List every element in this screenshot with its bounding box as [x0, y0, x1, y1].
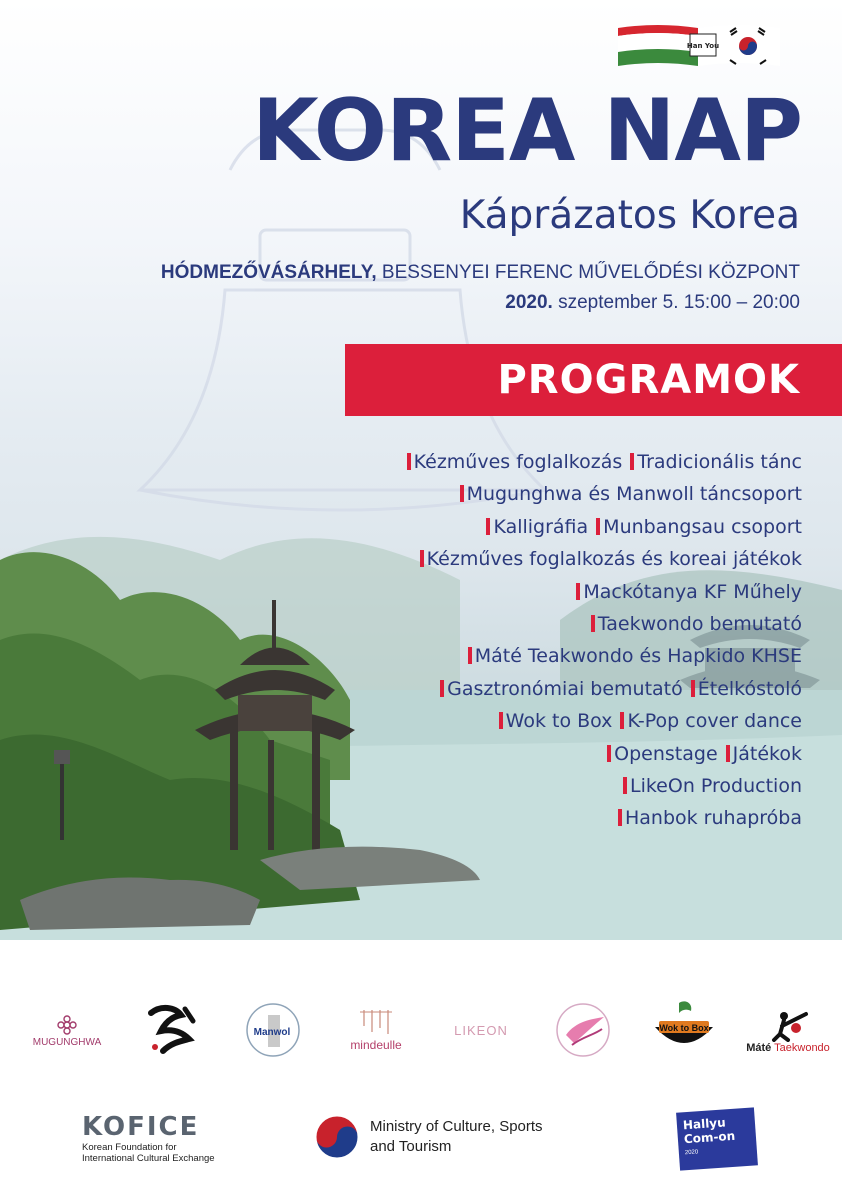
mindeulle-logo: mindeulle: [336, 995, 416, 1065]
program-item: Ételkóstoló: [691, 673, 802, 705]
wok-to-box-logo: [648, 995, 720, 1065]
svg-text:Han You: Han You: [686, 42, 720, 50]
program-row: [399, 608, 802, 640]
program-row: [399, 640, 802, 672]
manwol-logo: [238, 995, 308, 1065]
program-item: Kézműves foglalkozás: [407, 446, 623, 478]
program-item: Máté Teakwondo és Hapkido KHSE: [468, 640, 802, 672]
kofice-logo: KOFICE Korean Foundation for International Cultural Exchange: [82, 1112, 215, 1164]
page-title: KOREA NAP: [252, 81, 802, 181]
venue-line: [161, 262, 800, 284]
ministry-logo: [314, 1114, 543, 1160]
kpop-dance-logo: [548, 995, 618, 1065]
program-item: Tradicionális tánc: [630, 446, 802, 478]
sponsor-logos: [0, 1100, 842, 1180]
page-subtitle: Káprázatos Korea: [459, 193, 800, 238]
dancer-icon: [552, 999, 614, 1061]
dandelion-icon: [356, 1008, 396, 1038]
program-row: [399, 705, 802, 737]
mugunghwa-logo: MUGUNGHWA: [22, 995, 112, 1065]
program-item: Mugunghwa és Manwoll táncsoport: [460, 478, 802, 510]
program-item: LikeOn Production: [623, 770, 802, 802]
program-item: Kézműves foglalkozás és koreai játékok: [420, 543, 802, 575]
flower-icon: [55, 1013, 79, 1037]
programs-banner: [345, 344, 842, 416]
program-row: [399, 673, 802, 705]
date-year: 2020.: [505, 292, 553, 313]
program-item: Mackótanya KF Műhely: [576, 576, 802, 608]
program-row: [399, 543, 802, 575]
calligraphy-brush-icon: [141, 1001, 205, 1059]
program-item: Gasztronómiai bemutató: [440, 673, 683, 705]
hallyu-com-on-logo: Hallyu Com-on 2020: [676, 1107, 758, 1170]
ministry-name-line2: and Tourism: [370, 1138, 452, 1155]
svg-text:Manwol: Manwol: [253, 1027, 291, 1038]
mate-taekwondo-logo: Máté Taekwondo: [748, 995, 828, 1065]
program-item: Játékok: [726, 738, 802, 770]
banner-label: PROGRAMOK: [497, 357, 800, 403]
program-item: Taekwondo bemutató: [591, 608, 802, 640]
moon-icon: [244, 1001, 302, 1059]
program-row: [399, 770, 802, 802]
svg-text:Wok to Box: Wok to Box: [659, 1023, 709, 1033]
program-row: [399, 802, 802, 834]
program-item: Openstage: [607, 738, 718, 770]
han-you-flag-logo: [618, 22, 780, 70]
program-row: [399, 478, 802, 510]
program-item: Wok to Box: [499, 705, 613, 737]
wok-icon: [649, 999, 719, 1061]
taegeuk-icon: [314, 1114, 360, 1160]
date-time: szeptember 5. 15:00 – 20:00: [558, 292, 800, 313]
program-item: Kalligráfia: [486, 511, 588, 543]
program-row: [399, 511, 802, 543]
ministry-name-line1: Ministry of Culture, Sports: [370, 1118, 543, 1135]
program-list: [399, 446, 802, 835]
partner-logos: [0, 995, 842, 1065]
program-item: K-Pop cover dance: [620, 705, 802, 737]
calligraphy-logo: [138, 995, 208, 1065]
date-line: [505, 292, 800, 314]
program-item: Munbangsau csoport: [596, 511, 802, 543]
kick-icon: [766, 1006, 810, 1042]
venue-city: HÓDMEZŐVÁSÁRHELY,: [160, 262, 377, 283]
program-row: [399, 446, 802, 478]
program-row: [399, 738, 802, 770]
likeon-logo: LIKEON: [454, 1022, 508, 1038]
program-item: Hanbok ruhapróba: [618, 802, 802, 834]
venue-place: BESSENYEI FERENC MŰVELŐDÉSI KÖZPONT: [381, 262, 800, 283]
program-row: [399, 576, 802, 608]
